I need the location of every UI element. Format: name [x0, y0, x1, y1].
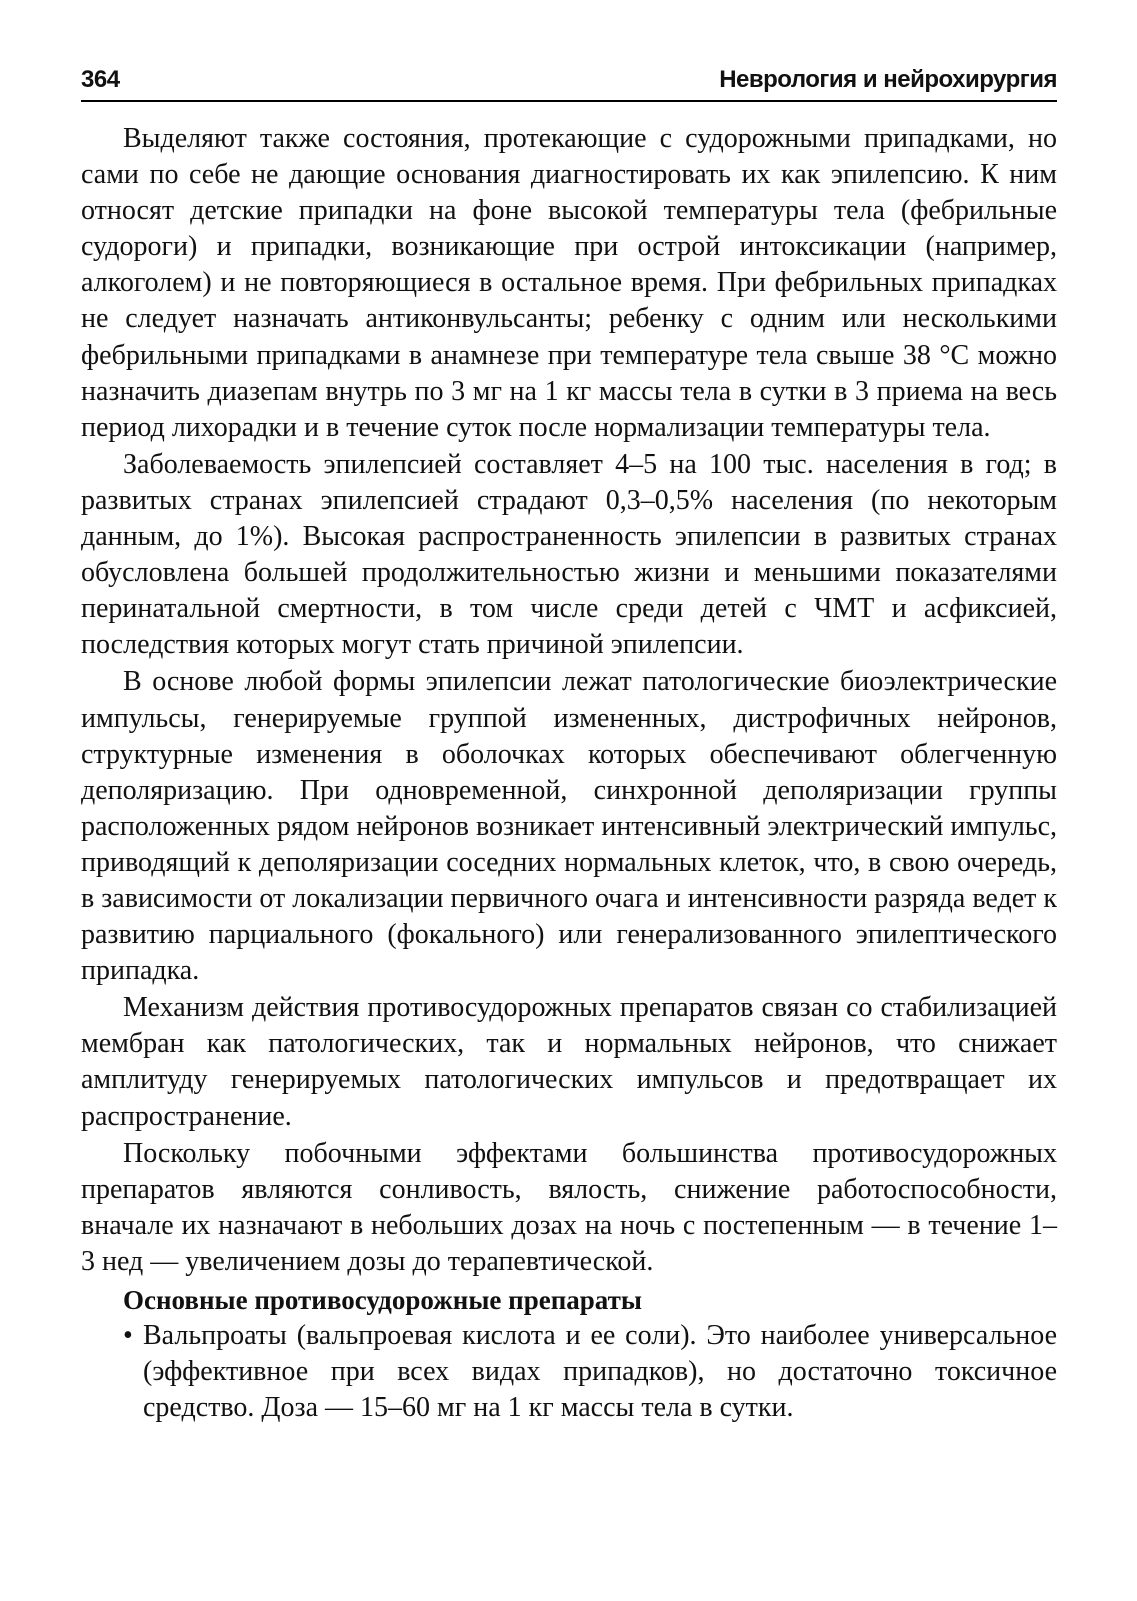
paragraph-pathogenesis: В основе любой формы эпилепсии лежат патологические биоэлектрические импульсы, генерируемые группой измененных, дистрофичных нейронов, структурные изменения в оболочках которых обеспечивают облегченную деполяризацию. При одновременной, синхронной деполяризации группы расположенных рядом нейронов возникает интенсивный электрический импульс, приводящий к деполяризации соседних нормальных клеток, что, в свою очередь, в зависимости от локализации первичного очага и интенсивности разряда ведет к развитию парциального (фокального) или генерализованного эпилептического припадка.	[81, 666, 1057, 987]
bullet-icon: •	[123, 1320, 133, 1351]
running-title: Неврология и нейрохирургия	[719, 66, 1057, 93]
page-header	[81, 60, 1057, 102]
page-body	[81, 121, 1057, 1426]
list-item	[81, 1318, 1057, 1426]
paragraph-side-effects: Поскольку побочными эффектами большинства противосудорожных препаратов являются сонливость, вялость, снижение работоспособности, вначале их назначают в небольших дозах на ночь с постепенным — в течение 1–3 нед — увеличением дозы до терапевтической.	[81, 1137, 1057, 1277]
drug-list	[81, 1318, 1057, 1426]
page-number: 364	[81, 66, 120, 93]
section-subheading: Основные противосудорожные препараты	[123, 1285, 642, 1315]
list-item-text: Вальпроаты (вальпроевая кислота и ее соли). Это наиболее универсальное (эффективное при всех видах припадков), но достаточно токсичное средство. Доза — 15–60 мг на 1 кг массы тела в сутки.	[143, 1320, 1057, 1424]
paragraph-epidemiology: Заболеваемость эпилепсией составляет 4–5 на 100 тыс. населения в год; в развитых странах эпилепсией страдают 0,3–0,5% населения (по некоторым данным, до 1%). Высокая распространенность эпилепсии в развитых странах обусловлена большей продолжительностью жизни и меньшими показателями перинатальной смертности, в том числе среди детей с ЧМТ и асфиксией, последствия которых могут стать причиной эпилепсии.	[81, 448, 1057, 661]
paragraph-mechanism: Механизм действия противосудорожных препаратов связан со стабилизацией мембран как патологических, так и нормальных нейронов, что снижает амплитуду генерируемых патологических импульсов и предотвращает их распространение.	[81, 992, 1057, 1132]
paragraph-febrile-seizures: Выделяют также состояния, протекающие с судорожными припадками, но сами по себе не дающие основания диагностировать их как эпилепсию. К ним относят детские припадки на фоне высокой температуры тела (фебрильные судороги) и припадки, возникающие при острой интоксикации (например, алкоголем) и не повторяющиеся в остальное время. При фебрильных припадках не следует назначать антиконвульсанты; ребенку с одним или несколькими фебрильными припадками в анамнезе при температуре тела свыше 38 °С можно назначить диазепам внутрь по 3 мг на 1 кг массы тела в сутки в 3 приема на весь период лихорадки и в течение суток после нормализации температуры тела.	[81, 123, 1057, 443]
